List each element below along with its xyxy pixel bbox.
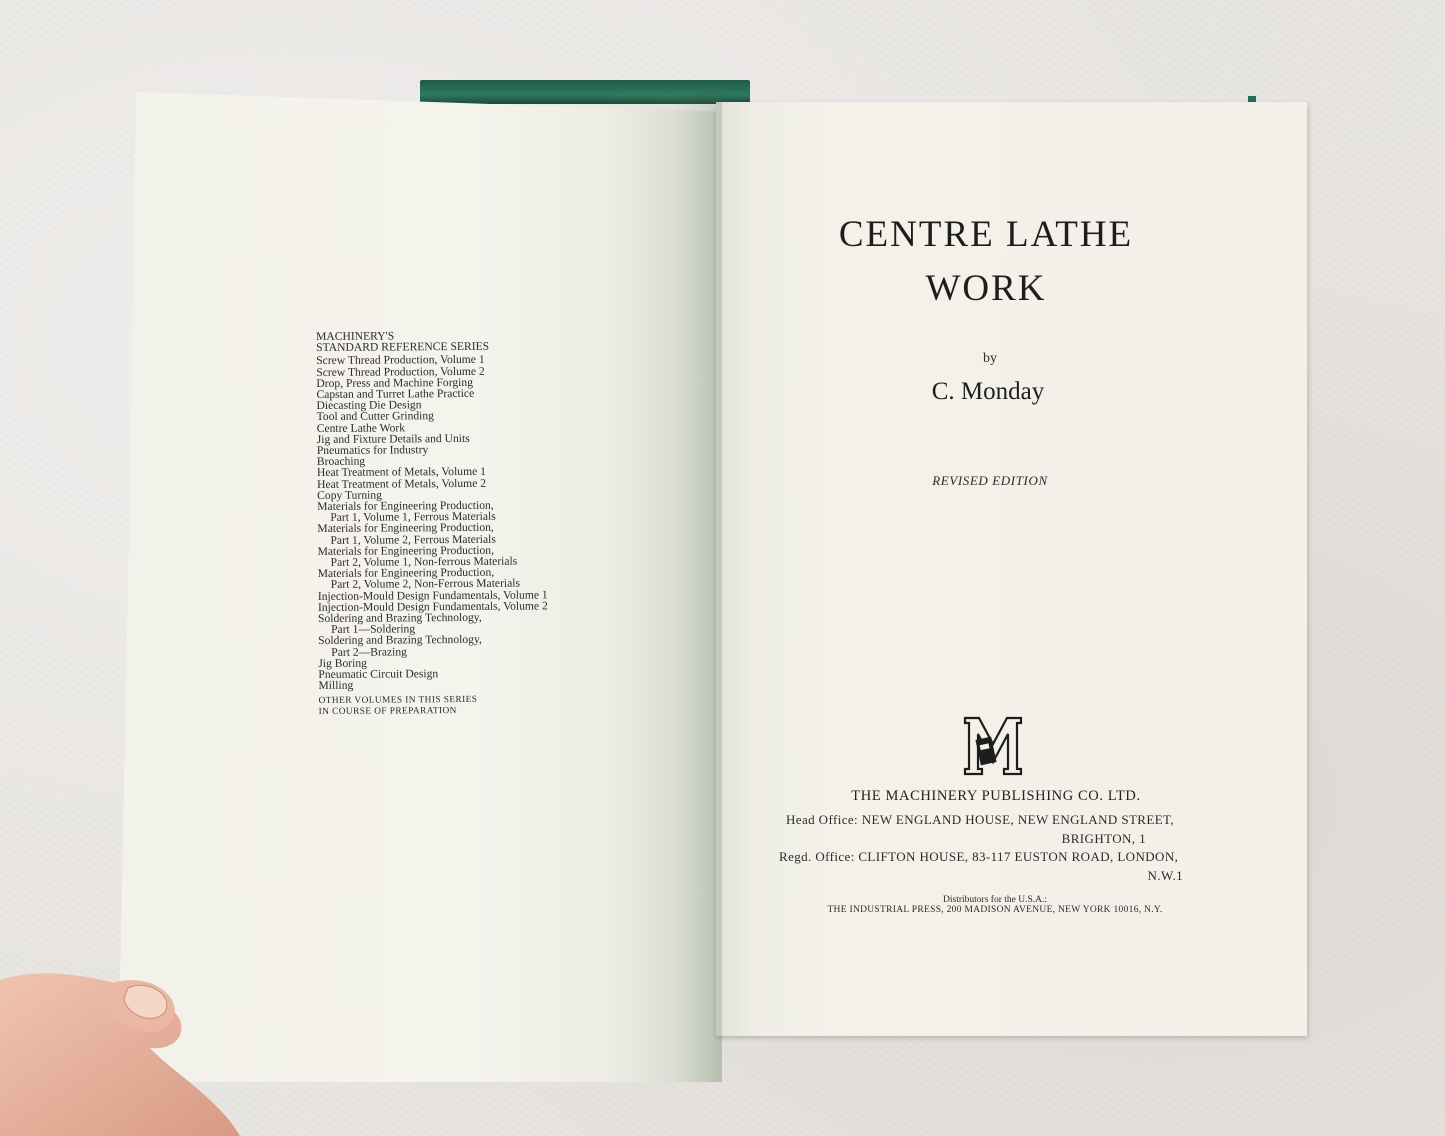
edition-label: REVISED EDITION [932,473,1048,488]
series-title-item: Materials for Engineering Production, [317,543,495,558]
series-title-item: Soldering and Brazing Technology, [317,610,482,626]
series-title-item: Part 2, Volume 2, Non-Ferrous Materials [330,577,521,592]
series-title-item: Heat Treatment of Metals, Volume 2 [317,476,487,491]
series-title-item: Part 1—Soldering [331,622,416,637]
series-titles [316,353,618,691]
series-title-item: Centre Lathe Work [316,421,406,435]
series-title-item: Heat Treatment of Metals, Volume 1 [316,465,486,480]
series-title-item: Injection-Mould Design Fundamentals, Volume 1 [317,588,548,603]
series-title-item: Milling [318,679,354,693]
series-title-item: Soldering and Brazing Technology, [318,633,482,648]
series-heading [316,329,616,354]
series-note-line: IN COURSE OF PREPARATION [318,706,457,717]
publisher-name: THE MACHINERY PUBLISHING CO. LTD. [851,788,1141,804]
series-note-line: OTHER VOLUMES IN THIS SERIES [318,694,478,706]
distributors-label: Distributors for the U.S.A.: [943,895,1047,905]
book-title-line: CENTRE LATHE [838,214,1134,255]
distributors-address: THE INDUSTRIAL PRESS, 200 MADISON AVENUE, NEW YORK 10016, N.Y. [827,905,1163,915]
series-title-item: Jig and Fixture Details and Units [316,431,470,446]
series-title-item: Part 1, Volume 1, Ferrous Materials [330,510,496,525]
series-title-item: Capstan and Turret Lathe Practice [316,386,475,402]
head-office-line: BRIGHTON, 1 [1061,831,1146,846]
series-title-item: Materials for Engineering Production, [317,521,494,536]
book-title-line: WORK [925,268,1047,309]
series-title-item: Screw Thread Production, Volume 2 [316,364,485,379]
hand-holding-page [0,960,260,1136]
registered-office-line: Regd. Office: CLIFTON HOUSE, 83-117 EUSTON ROAD, LONDON, [779,849,1179,864]
series-title-item: Pneumatics for Industry [316,443,429,458]
series-title-item: Part 2, Volume 1, Non-ferrous Materials [330,554,518,569]
series-title-item: Drop, Press and Machine Forging [316,375,474,390]
series-note [319,693,619,718]
book-cover-edge [420,80,750,104]
series-title-item: Pneumatic Circuit Design [318,667,439,682]
series-title-item: Injection-Mould Design Fundamentals, Volume 2 [317,599,548,614]
series-title-item: Part 1, Volume 2, Ferrous Materials [330,532,496,547]
series-title-item: Jig Boring [318,656,368,670]
author-name: C. Monday [931,378,1045,405]
series-heading-line: MACHINERY'S [315,329,395,343]
series-heading-line: STANDARD REFERENCE SERIES [316,339,490,355]
series-title-item: Materials for Engineering Production, [317,566,495,581]
series-title-item: Diecasting Die Design [316,398,422,413]
series-title-item: Materials for Engineering Production, [317,498,494,514]
series-title-item: Screw Thread Production, Volume 1 [316,353,485,368]
head-office-line: Head Office: NEW ENGLAND HOUSE, NEW ENGLAND STREET, [786,812,1175,827]
by-label: by [983,351,997,366]
series-title-item: Broaching [316,454,366,469]
series-title-item: Part 2—Brazing [331,645,407,659]
publisher-logo-icon [962,714,1024,778]
head-office [786,810,1216,848]
registered-office-line: N.W.1 [1147,868,1183,883]
book-title [806,208,1166,316]
registered-office [779,847,1219,885]
series-title-item: Copy Turning [317,488,382,502]
series-title-item: Tool and Cutter Grinding [316,409,435,424]
series-list [316,329,619,719]
